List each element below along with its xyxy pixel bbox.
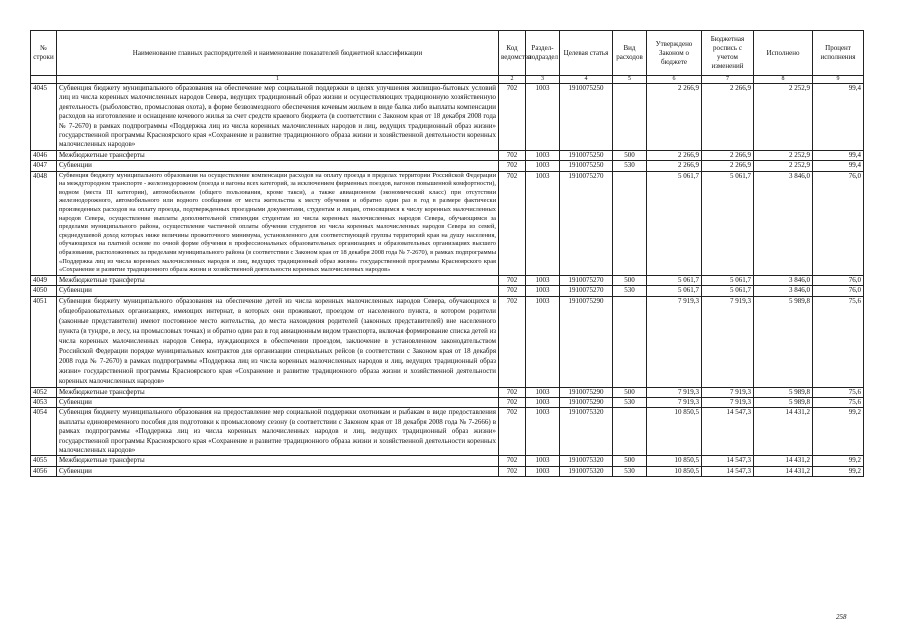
row-dept-code: 702: [499, 408, 526, 456]
row-approved: 7 919,3: [647, 296, 702, 387]
row-section: 1003: [526, 286, 560, 296]
row-exp-type: 530: [613, 286, 647, 296]
row-budget-list: 14 547,3: [702, 456, 754, 466]
row-exp-type: 500: [613, 275, 647, 285]
table-row: [31, 275, 864, 285]
table-row: [31, 466, 864, 476]
row-executed: 2 252,9: [754, 84, 813, 151]
row-dept-code: 702: [499, 398, 526, 408]
row-section: 1003: [526, 275, 560, 285]
row-section: 1003: [526, 84, 560, 151]
row-budget-list: 5 061,7: [702, 275, 754, 285]
row-number: 4045: [31, 84, 57, 151]
row-target: 1910075270: [560, 286, 613, 296]
row-exp-type: 500: [613, 456, 647, 466]
row-target: 1910075270: [560, 275, 613, 285]
row-name: Субвенции: [57, 286, 499, 296]
header-percent: Процент исполнения: [813, 31, 864, 76]
row-approved: 10 850,5: [647, 466, 702, 476]
row-name: Субвенция бюджету муниципального образования на обеспечение детей из числа коренных малочисленных народов Севера, обучающихся в общеобразовательных организациях, имеющих интернат, в которых они проживают, проездом от населенного пункта, в котором родители (законные представители) имеют постоянное место жительства, до места нахождения родителей (законных представителей) вне населенного пункта (в тундре, в лесу, на промысловых точках) и обратно один раз в год авиационным видом транспорта, включая формирование списка детей из числа коренных малочисленных народов Севера, нуждающихся в обеспечении проездом, заключение в установленном законодательством Российской Федерации порядке муниципальных контрактов для организации специальных рейсов (в соответствии с Законом края от 18 декабря 2008 года № 7-2670) в рамках подпрограммы «Поддержка лиц из числа коренных малочисленных народов и лиц, ведущих традиционный образ жизни» государственной программы Красноярского края «Сохранение и развитие традиционного образа жизни и хозяйственной деятельности коренных малочисленных народов»: [57, 296, 499, 387]
row-dept-code: 702: [499, 296, 526, 387]
row-target: 1910075250: [560, 161, 613, 171]
row-percent: 75,6: [813, 387, 864, 397]
row-executed: 3 846,0: [754, 171, 813, 275]
row-approved: 7 919,3: [647, 387, 702, 397]
header-target: Целевая статья: [560, 31, 613, 76]
row-dept-code: 702: [499, 456, 526, 466]
row-exp-type: 500: [613, 150, 647, 160]
row-approved: 10 850,5: [647, 456, 702, 466]
row-section: 1003: [526, 387, 560, 397]
header-exp-type: Вид расходов: [613, 31, 647, 76]
row-exp-type: 530: [613, 466, 647, 476]
row-number: 4055: [31, 456, 57, 466]
row-name: Субвенция бюджету муниципального образования на осуществление компенсации расходов на оплату проезда в пределах территории Российской Федерации на междугородном транспорте - железнодорожном (поезда и вагоны всех категорий, за исключением фирменных поездов, вагонов повышенной комфортности), водном (места III категории), автомобильном (общего пользования, кроме такси), а также авиационном (экономический класс) при отсутствии железнодорожного, автомобильного или водного сообщения от места жительства к месту обучения и обратно один раз в год в размере фактически произведенных расходов на оплату проезда, подтвержденных проездными документами, студентам и лицам, относящимся к числу коренных малочисленных народов Севера, осуществление выплаты дополнительной стипендии студентам из числа коренных малочисленных народов Севера, обучающимся за пределами муниципального района, осуществление частичной оплаты обучения студентов из числа коренных малочисленных народов Севера из семей, среднедушевой доход которых ниже величины прожиточного минимума, установленного для соответствующей группы территорий края на душу населения, обучающихся на платной основе по очной форме обучения в профессиональных образовательных организациях и образовательных организациях высшего образования, расположенных за пределами муниципального района (в соответствии с Законом края от 18 декабря 2008 года № 7-2670), в рамках подпрограммы «Поддержка лиц из числа коренных малочисленных народов и лиц, ведущих традиционный образ жизни» государственной программы Красноярского края «Сохранение и развитие традиционного образа жизни и хозяйственной деятельности коренных малочисленных народов»: [57, 171, 499, 275]
row-percent: 99,2: [813, 466, 864, 476]
row-target: 1910075290: [560, 387, 613, 397]
col-number: 2: [499, 76, 526, 84]
row-section: 1003: [526, 171, 560, 275]
row-budget-list: 2 266,9: [702, 84, 754, 151]
row-name: Межбюджетные трансферты: [57, 150, 499, 160]
row-percent: 76,0: [813, 286, 864, 296]
header-section: Раздел-подраздел: [526, 31, 560, 76]
row-target: 1910075290: [560, 398, 613, 408]
row-number: 4053: [31, 398, 57, 408]
row-percent: 99,4: [813, 84, 864, 151]
header-budget-list: Бюджетная роспись с учетом изменений: [702, 31, 754, 76]
row-dept-code: 702: [499, 84, 526, 151]
row-target: 1910075250: [560, 150, 613, 160]
row-name: Субвенция бюджету муниципального образования на предоставление мер социальной поддержки охотникам и рыбакам в виде предоставления выплаты единовременного пособия для подготовки к промысловому сезону (в соответствии с Законом края от 18 декабря 2008 года № 7-2666) в рамках подпрограммы «Поддержка лиц из числа коренных малочисленных народов и лиц, ведущих традиционный образ жизни» государственной программы Красноярского края «Сохранение и развитие традиционного образа жизни и хозяйственной деятельности коренных малочисленных народов»: [57, 408, 499, 456]
row-dept-code: 702: [499, 387, 526, 397]
row-section: 1003: [526, 161, 560, 171]
header-row-no: № строки: [31, 31, 57, 76]
header-dept-code: Код ведомства: [499, 31, 526, 76]
row-budget-list: 14 547,3: [702, 408, 754, 456]
row-target: 1910075290: [560, 296, 613, 387]
row-budget-list: 7 919,3: [702, 398, 754, 408]
row-approved: 5 061,7: [647, 286, 702, 296]
row-executed: 2 252,9: [754, 161, 813, 171]
header-executed: Исполнено: [754, 31, 813, 76]
row-name: Субвенции: [57, 398, 499, 408]
table-row: [31, 296, 864, 387]
row-approved: 2 266,9: [647, 84, 702, 151]
col-number: 7: [702, 76, 754, 84]
row-number: 4047: [31, 161, 57, 171]
header-approved: Утверждено Законом о бюджете: [647, 31, 702, 76]
row-executed: 2 252,9: [754, 150, 813, 160]
row-section: 1003: [526, 408, 560, 456]
row-approved: 5 061,7: [647, 275, 702, 285]
row-target: 1910075320: [560, 456, 613, 466]
row-section: 1003: [526, 398, 560, 408]
row-executed: 5 989,8: [754, 387, 813, 397]
col-number: [31, 76, 57, 84]
row-budget-list: 2 266,9: [702, 161, 754, 171]
row-number: 4051: [31, 296, 57, 387]
row-target: 1910075270: [560, 171, 613, 275]
row-budget-list: 7 919,3: [702, 387, 754, 397]
row-exp-type: [613, 408, 647, 456]
row-number: 4054: [31, 408, 57, 456]
row-executed: 3 846,0: [754, 286, 813, 296]
row-dept-code: 702: [499, 275, 526, 285]
row-percent: 99,4: [813, 161, 864, 171]
row-approved: 5 061,7: [647, 171, 702, 275]
row-name: Межбюджетные трансферты: [57, 387, 499, 397]
row-executed: 14 431,2: [754, 456, 813, 466]
table-row: [31, 286, 864, 296]
row-target: 1910075250: [560, 84, 613, 151]
row-name: Межбюджетные трансферты: [57, 275, 499, 285]
row-percent: 75,6: [813, 296, 864, 387]
col-number: 3: [526, 76, 560, 84]
table-row: [31, 387, 864, 397]
row-number: 4052: [31, 387, 57, 397]
col-number: 6: [647, 76, 702, 84]
col-number: 5: [613, 76, 647, 84]
row-executed: 5 989,8: [754, 296, 813, 387]
row-percent: 76,0: [813, 171, 864, 275]
row-dept-code: 702: [499, 161, 526, 171]
row-target: 1910075320: [560, 466, 613, 476]
row-dept-code: 702: [499, 466, 526, 476]
row-name: Межбюджетные трансферты: [57, 456, 499, 466]
row-budget-list: 2 266,9: [702, 150, 754, 160]
row-executed: 5 989,8: [754, 398, 813, 408]
col-number: 8: [754, 76, 813, 84]
row-name: Субвенция бюджету муниципального образования на обеспечение мер социальной поддержки в целях улучшения жилищно-бытовых условий лиц из числа коренных малочисленных народов Севера, ведущих традиционный образ жизни и осуществляющих традиционную хозяйственную деятельность (рыболовство, промысловая охота), в форме безвозмездного обеспечения кочевым жильем в виде балка либо выплаты компенсации расходов на изготовление и оснащение кочевого жилья за счет средств краевого бюджета (в соответствии с Законом края от 18 декабря 2008 года № 7-2670) в рамках подпрограммы «Поддержка лиц из числа коренных малочисленных народов и лиц, ведущих традиционный образ жизни» государственной программы Красноярского края «Сохранение и развитие традиционного образа жизни и хозяйственной деятельности коренных малочисленных народов»: [57, 84, 499, 151]
row-name: Субвенции: [57, 161, 499, 171]
row-exp-type: [613, 296, 647, 387]
row-target: 1910075320: [560, 408, 613, 456]
row-section: 1003: [526, 296, 560, 387]
table-row: [31, 456, 864, 466]
row-percent: 99,2: [813, 408, 864, 456]
row-number: 4056: [31, 466, 57, 476]
row-exp-type: 500: [613, 387, 647, 397]
row-exp-type: [613, 84, 647, 151]
table-row: [31, 150, 864, 160]
page-number: 258: [836, 613, 847, 621]
row-approved: 2 266,9: [647, 150, 702, 160]
table-row: [31, 161, 864, 171]
row-percent: 99,4: [813, 150, 864, 160]
row-approved: 10 850,5: [647, 408, 702, 456]
table-body: [31, 84, 864, 477]
row-budget-list: 14 547,3: [702, 466, 754, 476]
header-name: Наименование главных распорядителей и наименование показателей бюджетной классификации: [57, 31, 499, 76]
row-number: 4049: [31, 275, 57, 285]
row-executed: 14 431,2: [754, 466, 813, 476]
row-executed: 14 431,2: [754, 408, 813, 456]
row-section: 1003: [526, 456, 560, 466]
row-section: 1003: [526, 150, 560, 160]
row-number: 4048: [31, 171, 57, 275]
row-executed: 3 846,0: [754, 275, 813, 285]
row-approved: 2 266,9: [647, 161, 702, 171]
col-number: 9: [813, 76, 864, 84]
row-percent: 75,6: [813, 398, 864, 408]
table-row: [31, 408, 864, 456]
budget-table: [30, 30, 864, 477]
column-number-row: [31, 76, 864, 84]
row-number: 4050: [31, 286, 57, 296]
row-dept-code: 702: [499, 286, 526, 296]
col-number: 4: [560, 76, 613, 84]
row-section: 1003: [526, 466, 560, 476]
row-number: 4046: [31, 150, 57, 160]
row-dept-code: 702: [499, 150, 526, 160]
table-row: [31, 171, 864, 275]
row-percent: 76,0: [813, 275, 864, 285]
row-exp-type: [613, 171, 647, 275]
row-approved: 7 919,3: [647, 398, 702, 408]
table-row: [31, 398, 864, 408]
header-row: [31, 31, 864, 76]
row-dept-code: 702: [499, 171, 526, 275]
row-name: Субвенции: [57, 466, 499, 476]
col-number: 1: [57, 76, 499, 84]
row-budget-list: 5 061,7: [702, 286, 754, 296]
row-exp-type: 530: [613, 161, 647, 171]
row-exp-type: 530: [613, 398, 647, 408]
table-row: [31, 84, 864, 151]
row-percent: 99,2: [813, 456, 864, 466]
row-budget-list: 7 919,3: [702, 296, 754, 387]
row-budget-list: 5 061,7: [702, 171, 754, 275]
